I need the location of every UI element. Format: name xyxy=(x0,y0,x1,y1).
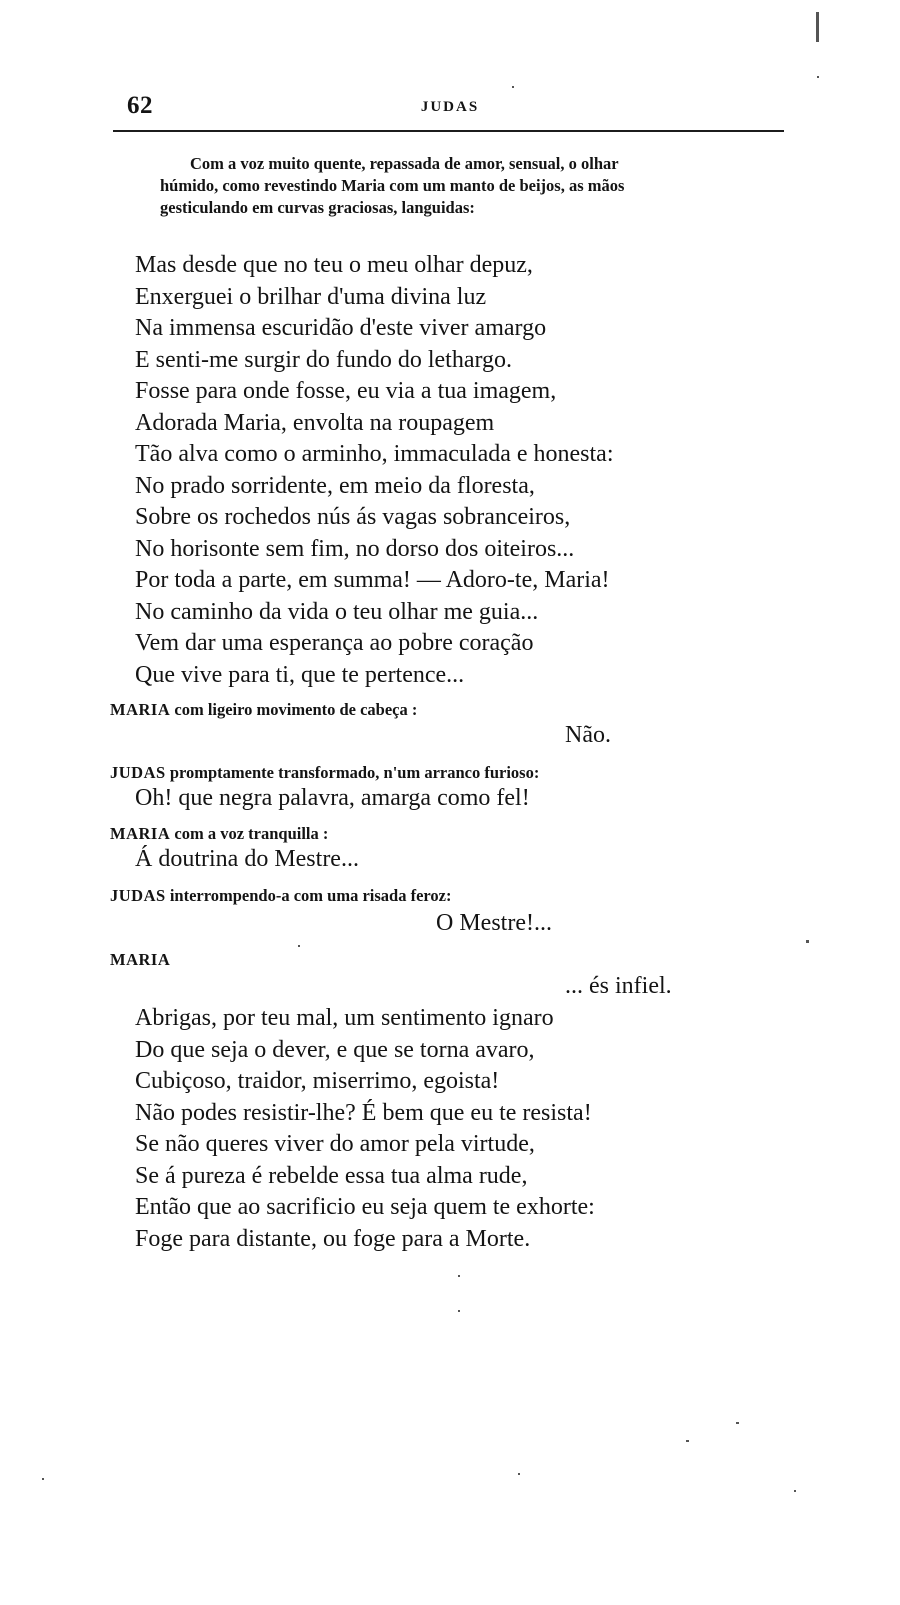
verse-block-maria xyxy=(135,1003,595,1255)
verse-line: Vem dar uma esperança ao pobre coração xyxy=(135,630,534,656)
scan-speck xyxy=(736,1422,739,1424)
verse-line: Sobre os rochedos nús ás vagas sobranceiros, xyxy=(135,504,571,530)
verse-line: Enxerguei o brilhar d'uma divina luz xyxy=(135,283,487,310)
speaker-cue-maria xyxy=(110,950,170,970)
stage-direction-line: gesticulando em curvas graciosas, languidas: xyxy=(160,198,475,217)
reply-line: Á doutrina do Mestre... xyxy=(135,846,359,872)
speaker-cue-judas xyxy=(110,886,452,906)
verse-line: No prado sorridente, em meio da floresta, xyxy=(135,472,535,499)
reply-line: Oh! que negra palavra, amarga como fel! xyxy=(135,785,530,811)
verse-line: Então que ao sacrificio eu seja quem te exhorte: xyxy=(135,1194,595,1220)
speaker-name: JUDAS xyxy=(110,886,166,905)
verse-line: Se á pureza é rebelde essa tua alma rude, xyxy=(135,1162,528,1189)
scan-speck xyxy=(518,1473,520,1475)
verse-line: No horisonte sem fim, no dorso dos oiteiros... xyxy=(135,535,575,562)
scan-speck xyxy=(458,1310,460,1312)
reply-line: ... és infiel. xyxy=(565,973,672,999)
stage-direction-line: Com a voz muito quente, repassada de amor, sensual, o olhar xyxy=(190,154,619,173)
scan-speck xyxy=(686,1440,689,1442)
reply-line: O Mestre!... xyxy=(436,910,552,936)
verse-line: Abrigas, por teu mal, um sentimento ignaro xyxy=(135,1005,554,1031)
reply-line: Não. xyxy=(565,722,611,748)
header-rule xyxy=(113,130,784,132)
speaker-name: MARIA xyxy=(110,824,171,843)
verse-line: Cubiçoso, traidor, miserrimo, egoista! xyxy=(135,1068,500,1094)
cue-direction: promptamente transformado, n'um arranco furioso: xyxy=(169,763,540,782)
verse-line: Tão alva como o arminho, immaculada e honesta: xyxy=(135,441,614,467)
verse-line: Se não queres viver do amor pela virtude, xyxy=(135,1131,535,1157)
scan-mark xyxy=(816,12,819,42)
verse-line: Que vive para ti, que te pertence... xyxy=(135,661,465,688)
speaker-name: MARIA xyxy=(110,700,171,719)
speaker-cue-maria xyxy=(110,700,417,720)
verse-line: Mas desde que no teu o meu olhar depuz, xyxy=(135,252,533,278)
verse-line: Não podes resistir-lhe? É bem que eu te resista! xyxy=(135,1099,592,1126)
scan-speck xyxy=(42,1478,44,1480)
page-number: 62 xyxy=(127,92,153,119)
speaker-cue-maria xyxy=(110,824,328,844)
verse-line: Foge para distante, ou foge para a Morte. xyxy=(135,1225,531,1252)
scan-speck xyxy=(458,1275,460,1277)
verse-line: Por toda a parte, em summa! — Adoro-te, Maria! xyxy=(135,567,610,593)
stage-direction xyxy=(160,153,790,219)
verse-line: No caminho da vida o teu olhar me guia... xyxy=(135,598,539,625)
speaker-name: JUDAS xyxy=(110,763,166,782)
verse-line: Fosse para onde fosse, eu via a tua imagem, xyxy=(135,378,557,404)
scan-speck xyxy=(512,86,514,88)
verse-line: Adorada Maria, envolta na roupagem xyxy=(135,409,495,436)
scan-speck xyxy=(817,76,819,78)
stage-direction-line: húmido, como revestindo Maria com um manto de beijos, as mãos xyxy=(160,176,625,195)
cue-direction: com a voz tranquilla : xyxy=(174,824,329,843)
running-title: JUDAS xyxy=(420,99,480,115)
speaker-name: MARIA xyxy=(110,950,171,969)
scan-speck xyxy=(794,1490,796,1492)
verse-line: E senti-me surgir do fundo do lethargo. xyxy=(135,346,513,373)
verse-line: Do que seja o dever, e que se torna avaro, xyxy=(135,1036,535,1063)
cue-direction: com ligeiro movimento de cabeça : xyxy=(174,700,418,719)
scan-speck xyxy=(298,945,300,947)
scan-speck xyxy=(806,940,809,943)
verse-line: Na immensa escuridão d'este viver amargo xyxy=(135,315,547,341)
speaker-cue-judas xyxy=(110,763,539,783)
verse-block-judas xyxy=(135,250,614,691)
cue-direction: interrompendo-a com uma risada feroz: xyxy=(169,886,452,905)
